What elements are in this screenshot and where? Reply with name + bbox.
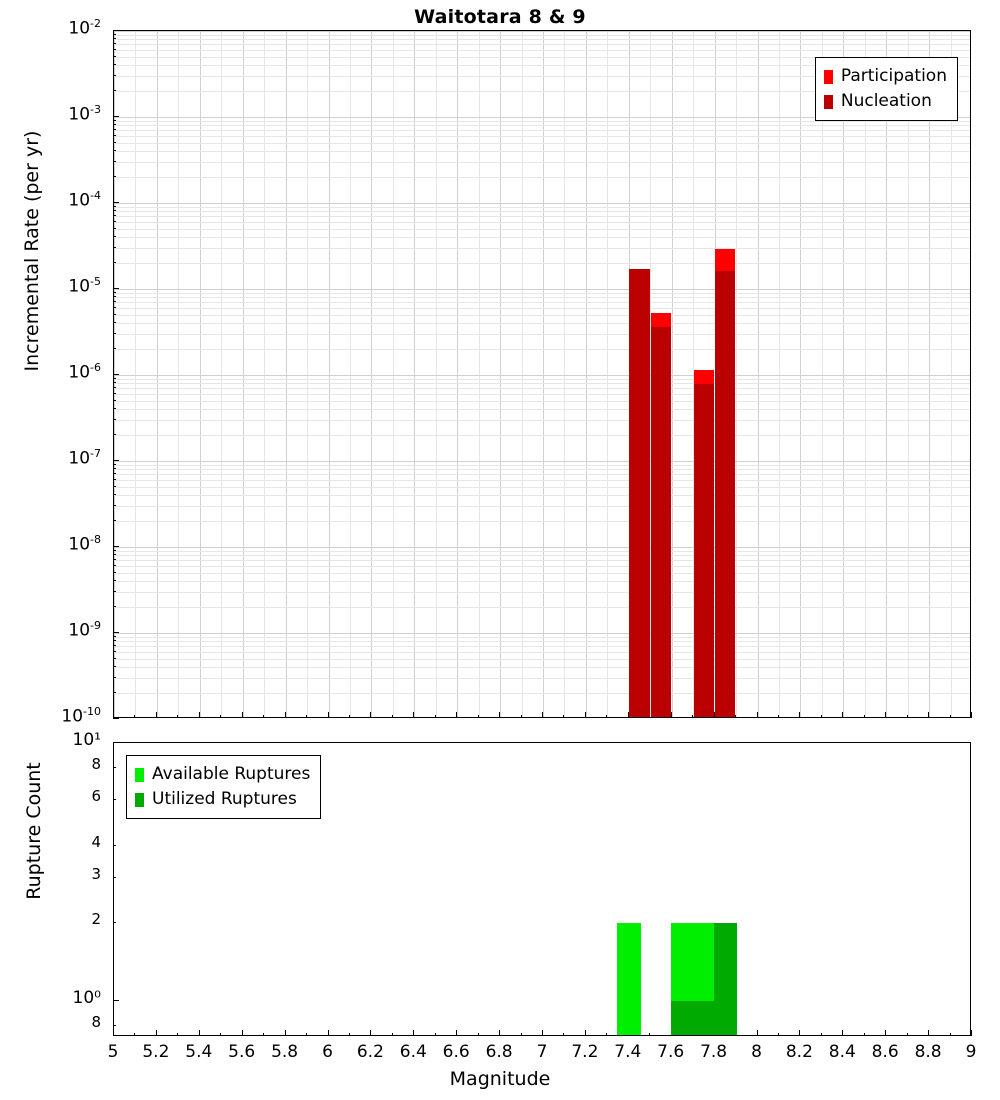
legend-item xyxy=(135,787,310,812)
x-tick xyxy=(349,1033,350,1036)
y-tick-minor xyxy=(113,640,116,641)
y-tick-label: $10^{-6}$ xyxy=(68,361,101,383)
y-tick-minor xyxy=(113,505,116,506)
y-tick-minor xyxy=(113,206,116,207)
y-tick-minor xyxy=(113,228,116,229)
y-tick xyxy=(113,288,119,289)
x-tick xyxy=(285,712,286,718)
y-tick-minor xyxy=(113,486,116,487)
incremental-rate-plot xyxy=(113,30,971,718)
y-tick-minor xyxy=(113,176,116,177)
y-tick-minor xyxy=(113,400,116,401)
x-tick xyxy=(134,1033,135,1036)
y-tick-minor xyxy=(113,387,116,388)
x-tick-label: 7.8 xyxy=(700,1042,728,1062)
y-tick-minor xyxy=(113,333,116,334)
legend-item xyxy=(824,89,947,114)
y-tick-minor xyxy=(113,236,116,237)
y-tick-minor xyxy=(113,221,116,222)
y-tick-minor xyxy=(113,666,116,667)
x-tick-label: 6 xyxy=(322,1042,333,1062)
y-tick-minor xyxy=(113,135,116,136)
x-tick xyxy=(649,1033,650,1036)
y-tick-minor xyxy=(113,129,116,130)
top-panel-y-axis-label: Incremental Rate (per yr) xyxy=(21,130,43,372)
x-tick xyxy=(199,1030,200,1036)
y-tick-minor xyxy=(113,494,116,495)
x-tick xyxy=(349,715,350,718)
x-tick-label: 5.2 xyxy=(142,1042,170,1062)
legend-label: Utilized Ruptures xyxy=(152,789,297,809)
y-tick-minor xyxy=(113,75,116,76)
x-tick xyxy=(220,1033,221,1036)
x-tick xyxy=(456,712,457,718)
y-tick xyxy=(113,877,116,878)
y-tick-minor xyxy=(113,210,116,211)
x-tick xyxy=(907,1033,908,1036)
x-tick xyxy=(521,1033,522,1036)
rupture-count-plot xyxy=(113,742,971,1036)
x-tick xyxy=(542,1030,543,1036)
x-tick xyxy=(242,712,243,718)
y-tick xyxy=(113,767,116,768)
bar-nucleation xyxy=(694,384,714,718)
y-tick-minor xyxy=(113,150,116,151)
x-tick-label: 5 xyxy=(107,1042,119,1062)
x-tick xyxy=(563,1033,564,1036)
y-tick xyxy=(113,845,116,846)
y-tick-label: $10^{-7}$ xyxy=(68,447,101,469)
y-tick xyxy=(113,632,119,633)
x-tick xyxy=(778,715,779,718)
x-tick-label: 7 xyxy=(536,1042,548,1062)
y-tick-minor xyxy=(113,34,116,35)
y-tick-minor xyxy=(113,434,116,435)
y-tick xyxy=(113,1000,119,1001)
x-tick xyxy=(928,712,929,718)
x-tick xyxy=(220,715,221,718)
x-tick-label: 8.6 xyxy=(871,1042,899,1062)
y-tick-label: 8 xyxy=(91,1013,101,1031)
x-tick-label: 6.6 xyxy=(442,1042,470,1062)
legend-label: Participation xyxy=(840,66,947,86)
y-tick-minor xyxy=(113,393,116,394)
x-axis-label: Magnitude xyxy=(449,1068,551,1090)
x-tick xyxy=(199,712,200,718)
x-tick xyxy=(585,712,586,718)
y-tick-minor xyxy=(113,692,116,693)
x-tick xyxy=(413,1030,414,1036)
x-tick xyxy=(478,715,479,718)
y-tick-minor xyxy=(113,591,116,592)
y-tick-label: 3 xyxy=(91,864,101,883)
x-tick xyxy=(563,715,564,718)
x-tick xyxy=(499,712,500,718)
x-tick xyxy=(413,712,414,718)
x-tick xyxy=(928,1030,929,1036)
y-tick-label: $10^{-10}$ xyxy=(61,705,101,727)
y-tick-label: 4 xyxy=(91,832,101,851)
y-tick-minor xyxy=(113,559,116,560)
x-tick xyxy=(799,1030,800,1036)
x-tick xyxy=(177,715,178,718)
y-tick-minor xyxy=(113,606,116,607)
y-tick-minor xyxy=(113,677,116,678)
y-tick-label: $10^{-8}$ xyxy=(68,533,101,555)
y-tick xyxy=(113,202,119,203)
x-tick xyxy=(950,715,951,718)
y-tick-label: $10^{-3}$ xyxy=(68,103,101,125)
x-tick xyxy=(842,1030,843,1036)
y-tick-minor xyxy=(113,247,116,248)
y-tick-minor xyxy=(113,56,116,57)
bar-nucleation xyxy=(651,327,671,718)
x-tick xyxy=(907,715,908,718)
y-tick xyxy=(113,374,119,375)
x-tick xyxy=(134,715,135,718)
y-tick-minor xyxy=(113,651,116,652)
top-panel-legend xyxy=(815,57,958,121)
bar-utilized-ruptures xyxy=(714,923,738,1036)
x-tick-label: 5.8 xyxy=(271,1042,299,1062)
x-tick-label: 8.8 xyxy=(914,1042,942,1062)
legend-item xyxy=(135,762,310,787)
page-title: Waitotara 8 & 9 xyxy=(414,6,586,28)
y-tick-minor xyxy=(113,565,116,566)
x-tick xyxy=(778,1033,779,1036)
bar-nucleation xyxy=(629,269,649,718)
y-tick-minor xyxy=(113,520,116,521)
x-tick xyxy=(263,715,264,718)
x-tick xyxy=(842,712,843,718)
y-tick xyxy=(113,116,119,117)
y-tick-minor xyxy=(113,658,116,659)
x-tick-label: 5.6 xyxy=(228,1042,256,1062)
y-tick-minor xyxy=(113,124,116,125)
y-tick-minor xyxy=(113,348,116,349)
x-tick xyxy=(542,712,543,718)
y-tick xyxy=(113,799,116,800)
x-tick xyxy=(821,1033,822,1036)
y-tick-minor xyxy=(113,296,116,297)
x-tick xyxy=(328,1030,329,1036)
x-tick-label: 8 xyxy=(751,1042,762,1062)
x-tick xyxy=(864,1033,865,1036)
y-tick xyxy=(113,1025,116,1026)
x-tick xyxy=(370,1030,371,1036)
y-tick-label: $10^{-9}$ xyxy=(68,619,101,641)
y-tick-label: 10¹ xyxy=(72,730,101,750)
x-tick xyxy=(757,712,758,718)
x-tick xyxy=(370,712,371,718)
legend-item xyxy=(824,64,947,89)
y-tick-minor xyxy=(113,314,116,315)
y-tick-minor xyxy=(113,473,116,474)
y-tick-minor xyxy=(113,38,116,39)
x-tick xyxy=(456,1030,457,1036)
y-tick-label: $10^{-5}$ xyxy=(68,275,101,297)
y-tick xyxy=(113,460,119,461)
x-tick xyxy=(864,715,865,718)
x-tick xyxy=(499,1030,500,1036)
legend-label: Nucleation xyxy=(840,91,932,111)
y-tick-minor xyxy=(113,419,116,420)
y-tick-label: $10^{-2}$ xyxy=(68,17,101,39)
y-tick-minor xyxy=(113,550,116,551)
x-tick-label: 7.4 xyxy=(614,1042,642,1062)
x-tick xyxy=(392,1033,393,1036)
x-tick xyxy=(328,712,329,718)
x-tick-label: 6.4 xyxy=(399,1042,427,1062)
x-tick xyxy=(478,1033,479,1036)
bar-available-ruptures xyxy=(617,923,641,1036)
y-tick-minor xyxy=(113,382,116,383)
x-tick xyxy=(885,1030,886,1036)
x-tick xyxy=(263,1033,264,1036)
x-tick xyxy=(521,715,522,718)
y-tick xyxy=(113,718,119,719)
y-tick xyxy=(113,30,119,31)
y-tick-minor xyxy=(113,142,116,143)
legend-swatch-participation-icon xyxy=(824,70,833,84)
y-tick-minor xyxy=(113,636,116,637)
x-tick xyxy=(113,712,114,718)
x-tick xyxy=(799,712,800,718)
x-tick xyxy=(821,715,822,718)
y-tick-label: 8 xyxy=(91,755,101,773)
bar-utilized-ruptures xyxy=(671,1001,695,1036)
y-tick-minor xyxy=(113,468,116,469)
y-tick-minor xyxy=(113,464,116,465)
x-tick xyxy=(950,1033,951,1036)
x-tick xyxy=(606,1033,607,1036)
x-tick xyxy=(971,712,972,718)
y-tick-minor xyxy=(113,301,116,302)
y-tick xyxy=(113,742,119,743)
y-tick xyxy=(113,546,119,547)
x-tick-label: 8.4 xyxy=(828,1042,856,1062)
y-tick-minor xyxy=(113,572,116,573)
x-tick xyxy=(435,715,436,718)
y-tick-minor xyxy=(113,215,116,216)
x-tick-label: 8.2 xyxy=(785,1042,813,1062)
y-tick-minor xyxy=(113,322,116,323)
y-tick-minor xyxy=(113,292,116,293)
x-tick xyxy=(306,715,307,718)
x-tick xyxy=(885,712,886,718)
legend-swatch-utilized-ruptures-icon xyxy=(135,793,144,807)
x-tick-label: 6.2 xyxy=(356,1042,384,1062)
y-tick-minor xyxy=(113,90,116,91)
bottom-panel-legend xyxy=(126,755,321,819)
x-tick xyxy=(585,1030,586,1036)
y-tick-minor xyxy=(113,161,116,162)
y-tick-minor xyxy=(113,645,116,646)
x-tick xyxy=(435,1033,436,1036)
x-tick xyxy=(113,1030,114,1036)
x-tick xyxy=(177,1033,178,1036)
y-tick xyxy=(113,922,116,923)
x-tick xyxy=(392,715,393,718)
y-tick-minor xyxy=(113,262,116,263)
x-tick-label: 7.6 xyxy=(657,1042,685,1062)
y-tick-minor xyxy=(113,378,116,379)
x-tick-label: 6.8 xyxy=(485,1042,513,1062)
y-tick-label: $10^{-4}$ xyxy=(68,189,101,211)
bar-nucleation xyxy=(715,271,735,718)
x-tick xyxy=(306,1033,307,1036)
x-tick-label: 9 xyxy=(965,1042,977,1062)
y-tick-minor xyxy=(113,64,116,65)
y-tick-minor xyxy=(113,408,116,409)
legend-swatch-nucleation-icon xyxy=(824,95,833,109)
y-tick-minor xyxy=(113,120,116,121)
x-tick-label: 7.2 xyxy=(571,1042,599,1062)
x-tick xyxy=(285,1030,286,1036)
y-tick-label: 6 xyxy=(91,787,101,806)
legend-swatch-available-ruptures-icon xyxy=(135,768,144,782)
y-tick-label: 10⁰ xyxy=(72,988,101,1008)
x-tick xyxy=(156,712,157,718)
bottom-panel-y-axis-label: Rupture Count xyxy=(23,762,45,900)
y-tick-minor xyxy=(113,49,116,50)
x-tick xyxy=(156,1030,157,1036)
y-tick-minor xyxy=(113,479,116,480)
bar-utilized-ruptures xyxy=(692,1001,716,1036)
y-tick-minor xyxy=(113,307,116,308)
x-tick xyxy=(242,1030,243,1036)
x-tick-label: 5.4 xyxy=(185,1042,213,1062)
y-tick-minor xyxy=(113,580,116,581)
x-tick xyxy=(606,715,607,718)
x-tick xyxy=(971,1030,972,1036)
y-tick-label: 2 xyxy=(91,910,101,929)
legend-label: Available Ruptures xyxy=(152,764,311,784)
y-tick-minor xyxy=(113,554,116,555)
y-tick-minor xyxy=(113,43,116,44)
x-tick xyxy=(757,1030,758,1036)
